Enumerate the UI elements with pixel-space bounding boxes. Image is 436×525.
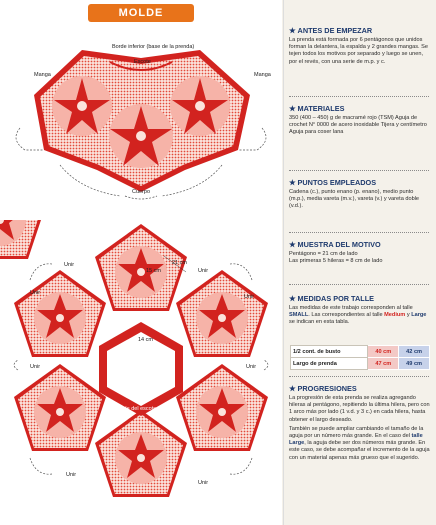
size-large: Large — [411, 312, 427, 319]
star-icon: ★ — [289, 294, 296, 303]
motif-left — [52, 76, 112, 136]
section-body: También se puede ampliar cambiando el tamaño de la aguja por un número más grande. En el caso del talle Large, la aguja debe ser dos números más grande. En este caso, se debe acompañar el incremento de la aguja con un material apenas más grueso que el sugerido. — [289, 425, 430, 461]
label-14cm: 14 cm — [138, 337, 153, 343]
table-row — [291, 358, 430, 370]
pentagon-top — [95, 224, 187, 311]
bottom-pattern-diagram — [0, 220, 282, 525]
star-icon: ★ — [289, 178, 296, 187]
molde-tab: MOLDE — [88, 4, 194, 22]
table-cell: Largo de prenda — [291, 358, 368, 370]
table-cell: 1/2 cont. de busto — [291, 346, 368, 358]
size-medium: Medium — [384, 312, 406, 319]
section-body: Las medidas de este trabajo corresponden al talle SMALL. Las correspondientes al talle Medium y Large se indican en esta tabla. — [289, 305, 427, 326]
label-unir: Unir — [198, 268, 209, 274]
star-icon: ★ — [289, 384, 296, 393]
label-unir: Unir — [30, 290, 41, 296]
label-unir: Unir — [246, 364, 257, 370]
section-body: La prenda está formada por 6 pentágonos que unidos forman la delantera, la espalda y 2 grandes mangas. Se tejen todos los motivos por separado y luego se unen, por el revés, con una serie de m.p. y c. — [289, 37, 428, 65]
label-escote: Escote — [134, 59, 151, 65]
size-table — [290, 345, 430, 370]
divider — [289, 96, 429, 97]
label-border: Borde inferior (base de la prenda) — [112, 44, 195, 50]
label-21cm: 21 cm — [172, 260, 187, 266]
table-row — [291, 346, 430, 358]
label-manga-right: Manga — [254, 72, 271, 78]
table-cell: 40 cm — [368, 346, 399, 358]
motif-right — [170, 76, 230, 136]
top-pattern-diagram — [0, 0, 282, 205]
label-unir: Unir — [244, 294, 255, 300]
table-cell: 49 cm — [399, 358, 430, 370]
label-unir: Unir — [30, 364, 41, 370]
table-cell: 47 cm — [368, 358, 399, 370]
section-title: MUESTRA DEL MOTIVO — [297, 240, 381, 249]
section-line: Pentágono = 21 cm de lado — [289, 251, 358, 257]
label-borde-escote: Borde del escote — [115, 406, 157, 412]
pentagon-bottom — [95, 410, 187, 497]
section-body: La progresión de esta prenda se realiza agregando hileras al pentágono, repitiendo la última hilera, pero con 1 arco más por lado (1 v.d. y 3 c.) en cada hilera, hasta obtener el largo deseado. — [289, 395, 430, 423]
pentagon-upper-right — [176, 270, 268, 357]
label-unir: Unir — [198, 480, 209, 486]
divider — [289, 170, 429, 171]
talle-large-highlight: talle Large — [289, 433, 423, 447]
table-cell: 42 cm — [399, 346, 430, 358]
divider — [289, 376, 429, 377]
section-title: MATERIALES — [297, 104, 345, 113]
label-cuerpo: Cuerpo — [132, 189, 151, 195]
section-muestra-del-motivo — [289, 240, 431, 265]
size-small: SMALL — [289, 312, 309, 319]
label-manga-left: Manga — [34, 72, 51, 78]
section-body: 350 (400 – 450) g de macramé rojo (TSM) Aguja de crochet N° 0000 de acero inoxidable Tijera y centímetro Aguja para coser lana — [289, 115, 427, 136]
divider — [289, 232, 429, 233]
motif-center — [109, 104, 173, 168]
divider — [289, 284, 429, 285]
section-line: Las primeras 5 hileras = 8 cm de lado — [289, 258, 383, 265]
label-unir: Unir — [64, 262, 75, 268]
pentagon-upper-left — [14, 270, 106, 357]
pentagon-lower-right — [176, 364, 268, 451]
section-puntos-empleados — [289, 178, 431, 211]
section-title: ANTES DE EMPEZAR — [297, 26, 373, 35]
section-title: MEDIDAS POR TALLE — [297, 294, 375, 303]
section-medidas-por-talle — [289, 294, 431, 327]
star-icon: ★ — [289, 240, 296, 249]
pentagon-lower-left — [14, 364, 106, 451]
section-antes-de-empezar — [289, 26, 431, 66]
label-15cm: 15 cm — [146, 268, 161, 274]
label-unir: Unir — [66, 472, 77, 478]
section-body: Cadena (c.), punto enano (p. enano), medio punto (m.p.), media vareta (m.v.), vareta (v.) y vareta doble (v.d.). — [289, 189, 420, 210]
section-progresiones — [289, 384, 431, 462]
star-icon: ★ — [289, 26, 296, 35]
section-title: PROGRESIONES — [297, 384, 357, 393]
section-materiales — [289, 104, 431, 137]
star-icon: ★ — [289, 104, 296, 113]
section-title: PUNTOS EMPLEADOS — [297, 178, 377, 187]
